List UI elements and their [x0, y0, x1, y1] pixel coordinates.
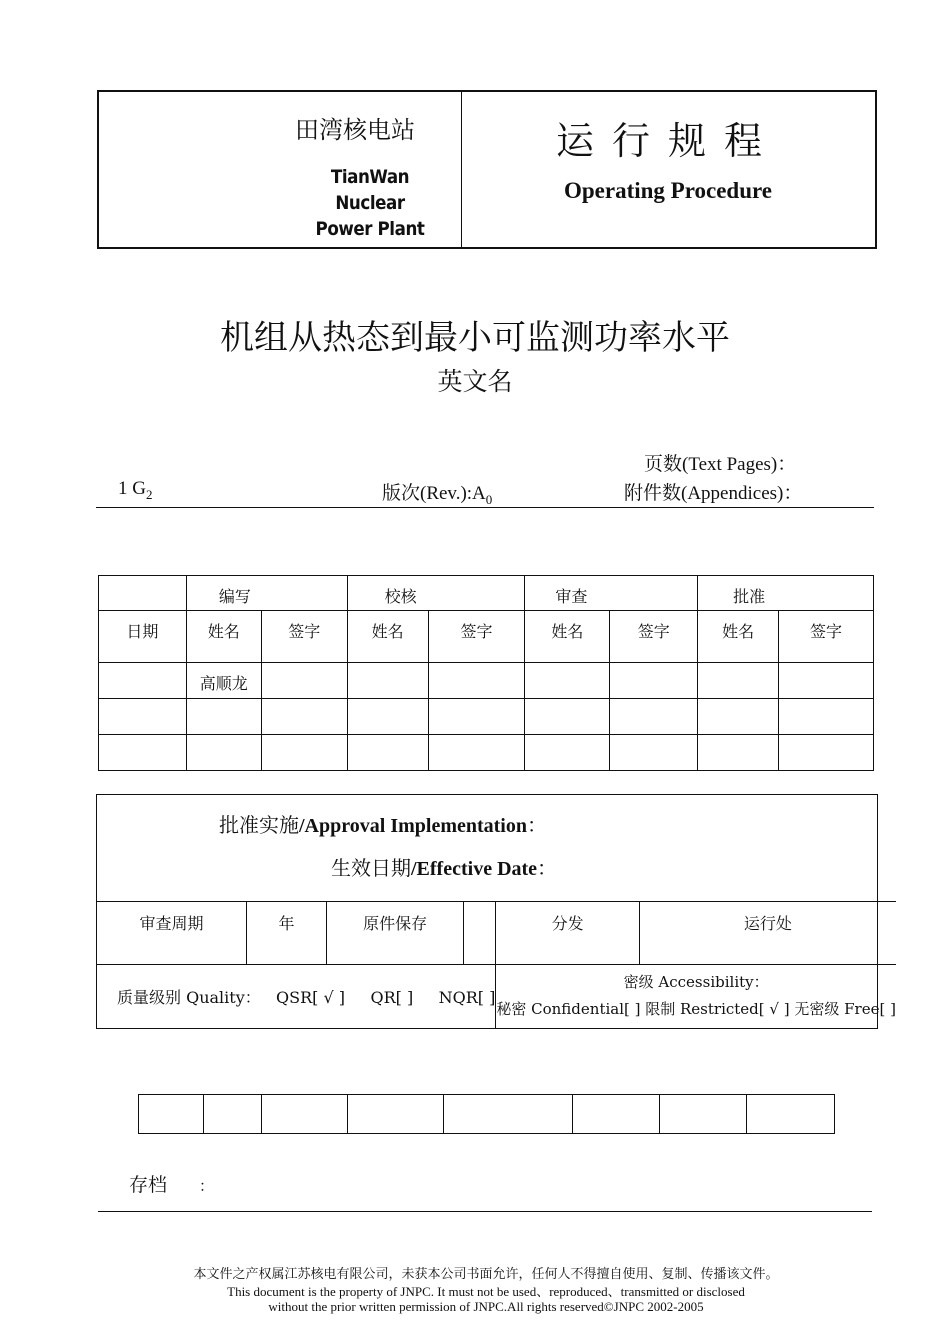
blank-cell: [747, 1095, 835, 1134]
signoff-cell: [347, 735, 428, 771]
effective-date-colon: ：: [537, 858, 558, 880]
quality-nqr: NQR[ ]: [438, 987, 496, 1007]
archive-text: 存档: [129, 1175, 168, 1196]
signoff-cell: [347, 699, 428, 735]
signoff-cell: [610, 663, 698, 699]
name-header: 姓名: [347, 611, 428, 663]
doc-code-sub: 2: [145, 486, 153, 502]
original-keep-value: [464, 902, 496, 965]
blank-grid: [138, 1094, 835, 1134]
signoff-cell: [99, 663, 187, 699]
footer-en-2: without the prior written permission of JNPC.All rights reserved©JNPC 2002-2005: [268, 1299, 704, 1314]
approval-row: [97, 965, 896, 1028]
signoff-cell: [261, 663, 347, 699]
station-name-cn: 田湾核电站: [295, 116, 415, 144]
year-label: 年: [247, 902, 327, 965]
signoff-row: [99, 663, 874, 699]
meta-rule: [96, 507, 874, 508]
signoff-cell: [698, 663, 779, 699]
sign-header: 签字: [610, 611, 698, 663]
revision-label: 版次(Rev.):A: [382, 483, 486, 504]
signoff-cell: [698, 735, 779, 771]
signoff-cell: [779, 735, 874, 771]
signoff-cell: [698, 699, 779, 735]
blank-cell: [443, 1095, 573, 1134]
name-header: 姓名: [525, 611, 610, 663]
accessibility-cell: [496, 965, 896, 1028]
writer-name: 高顺龙: [186, 663, 261, 699]
role-blank: [99, 576, 187, 611]
revision: [382, 478, 492, 508]
signoff-cell: [779, 699, 874, 735]
footer-cn: 本文件之产权属江苏核电有限公司，未获本公司书面允许，任何人不得擅自使用、复制、传播该文件。: [193, 1266, 779, 1281]
distribution-label: 分发: [496, 902, 639, 965]
header-box: [97, 90, 877, 249]
appendices-label: 附件数(Appendices)：: [624, 483, 803, 504]
approval-impl-cn: 批准实施: [219, 815, 299, 837]
doc-code: [118, 478, 152, 503]
procedure-title-en: Operating Procedure: [563, 178, 773, 203]
approval-row: [97, 902, 896, 965]
revision-sub: 0: [485, 491, 493, 507]
signoff-row: [99, 699, 874, 735]
blank-cell: [347, 1095, 443, 1134]
sign-header: 签字: [261, 611, 347, 663]
signoff-table: [98, 575, 874, 771]
procedure-title-cn: 运行规程: [555, 119, 780, 163]
signoff-cell: [525, 699, 610, 735]
approval-impl-en: /Approval Implementation: [299, 815, 527, 837]
signoff-cell: [99, 699, 187, 735]
quality-qr: QR[ ]: [370, 987, 414, 1007]
signoff-cell: [428, 699, 525, 735]
signoff-header-row: [99, 611, 874, 663]
role-writer: 编写: [186, 576, 347, 611]
signoff-cell: [525, 663, 610, 699]
blank-cell: [139, 1095, 204, 1134]
signoff-cell: [186, 699, 261, 735]
archive-colon: ：: [199, 1179, 215, 1195]
signoff-cell: [186, 735, 261, 771]
document-title: 机组从热态到最小可监测功率水平: [220, 318, 730, 358]
quality-label: 质量级别 Quality：: [117, 987, 261, 1007]
approval-implementation: [219, 809, 547, 838]
accessibility-label: 密级 Accessibility：: [623, 973, 769, 992]
sign-header: 签字: [428, 611, 525, 663]
approval-impl-colon: ：: [526, 815, 547, 837]
footer-en-1: This document is the property of JNPC. It must not be used、reproduced、transmitted or disclosed: [227, 1284, 745, 1299]
signoff-cell: [525, 735, 610, 771]
approval-box: [96, 794, 896, 1029]
signoff-cell: [428, 735, 525, 771]
signoff-cell: [99, 735, 187, 771]
signoff-cell: [261, 735, 347, 771]
station-name-en: [299, 164, 442, 242]
blank-cell: [573, 1095, 660, 1134]
signoff-cell: [610, 735, 698, 771]
signoff-cell: [428, 663, 525, 699]
blank-cell: [261, 1095, 347, 1134]
blank-grid-row: [139, 1095, 835, 1134]
effective-date: [331, 852, 557, 881]
approval-table: [97, 901, 896, 1028]
role-approver: 批准: [698, 576, 874, 611]
signoff-cell: [347, 663, 428, 699]
archive-label: [129, 1170, 214, 1197]
quality-qsr: QSR[ √ ]: [276, 987, 346, 1007]
station-name-en-line2: Power Plant: [315, 218, 425, 240]
signoff-row: [99, 735, 874, 771]
name-header: 姓名: [698, 611, 779, 663]
signoff-cell: [779, 663, 874, 699]
review-period-label: 审查周期: [97, 902, 247, 965]
effective-date-cn: 生效日期: [331, 858, 411, 880]
name-header: 姓名: [186, 611, 261, 663]
quality-cell: [97, 965, 496, 1028]
text-pages-label: 页数(Text Pages)：: [644, 454, 797, 475]
date-header: 日期: [99, 611, 187, 663]
signoff-cell: [261, 699, 347, 735]
archive-rule: [98, 1211, 872, 1212]
signoff-cell: [610, 699, 698, 735]
role-checker: 校核: [347, 576, 525, 611]
blank-cell: [660, 1095, 747, 1134]
station-name-en-line1: TianWan Nuclear: [330, 166, 410, 214]
signoff-role-row: [99, 576, 874, 611]
accessibility-options: 秘密 Confidential[ ] 限制 Restricted[ √ ] 无密级 Free[ ]: [496, 1000, 896, 1019]
english-name-placeholder: 英文名: [437, 367, 513, 396]
role-reviewer: 审查: [525, 576, 698, 611]
sign-header: 签字: [779, 611, 874, 663]
ops-dept-label: 运行处: [639, 902, 896, 965]
effective-date-en: /Effective Date: [411, 858, 538, 880]
original-keep-label: 原件保存: [327, 902, 464, 965]
doc-code-text: 1 G: [118, 478, 146, 499]
blank-cell: [203, 1095, 261, 1134]
